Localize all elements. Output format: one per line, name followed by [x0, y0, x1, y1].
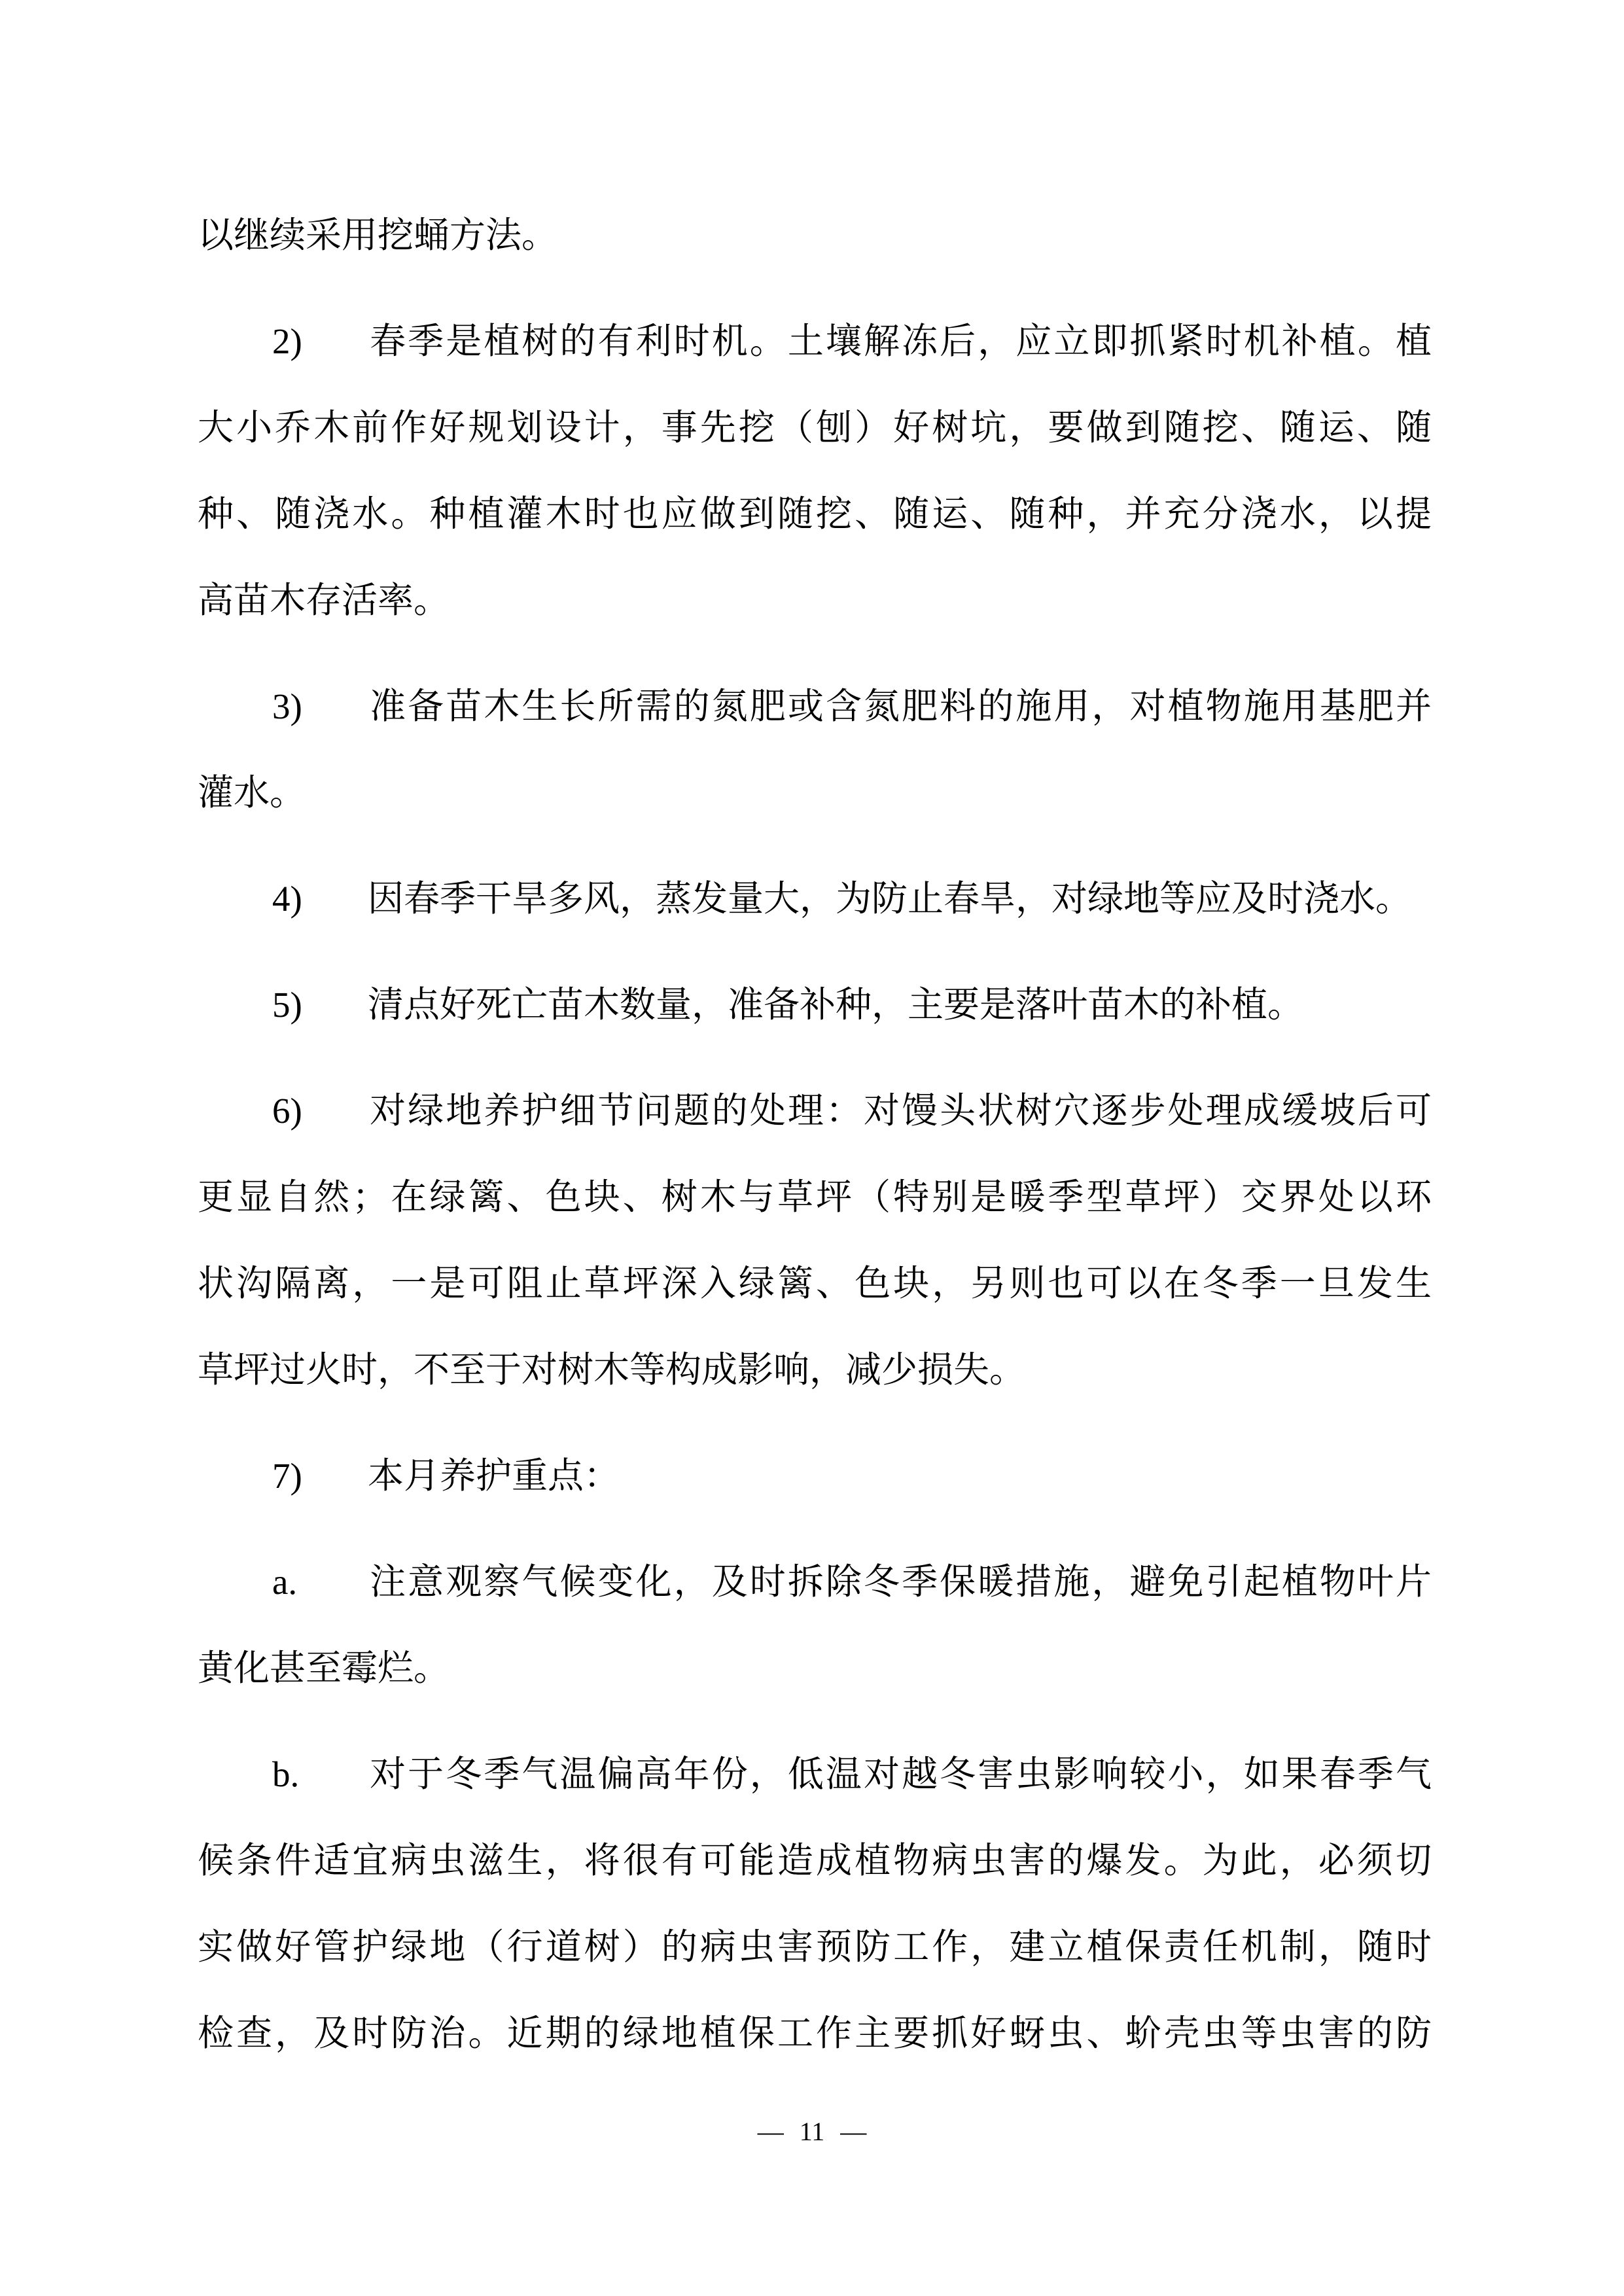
text-line: 检查，及时防治。近期的绿地植保工作主要抓好蚜虫、蚧壳虫等虫害的防 — [198, 2013, 1432, 2053]
paragraph — [198, 1731, 1432, 2077]
line-text: 准备苗木生长所需的氮肥或含氮肥料的施用，对植物施用基肥并 — [368, 686, 1432, 726]
list-item-label: 5) — [272, 985, 302, 1025]
line-text: 春季是植树的有利时机。土壤解冻后，应立即抓紧时机补植。植 — [368, 321, 1432, 361]
paragraph — [198, 1539, 1432, 1712]
paragraph — [198, 192, 1432, 279]
text-line: 候条件适宜病虫滋生，将很有可能造成植物病虫害的爆发。为此，必须切 — [198, 1841, 1432, 1881]
list-item-label: 3) — [272, 686, 302, 726]
paragraph — [198, 962, 1432, 1048]
list-item-label: 4) — [272, 879, 302, 919]
text-line — [198, 1731, 1432, 1818]
text-line — [198, 1433, 1432, 1519]
text-line: 更显自然；在绿篱、色块、树木与草坪（特别是暖季型草坪）交界处以环 — [198, 1177, 1432, 1217]
text-line: 种、随浇水。种植灌木时也应做到随挖、随运、随种，并充分浇水，以提 — [198, 494, 1432, 534]
footer-dash-right: — — [840, 2117, 867, 2146]
line-text: 注意观察气候变化，及时拆除冬季保暖措施，避免引起植物叶片 — [368, 1562, 1432, 1602]
text-line — [198, 1539, 1432, 1625]
list-item-label: a. — [272, 1562, 298, 1602]
text-line: 以继续采用挖蛹方法。 — [198, 215, 558, 255]
text-line — [198, 962, 1432, 1048]
text-line — [198, 298, 1432, 385]
line-text: 对于冬季气温偏高年份，低温对越冬害虫影响较小，如果春季气 — [368, 1754, 1432, 1794]
line-text: 本月养护重点： — [368, 1456, 620, 1496]
paragraph — [198, 1433, 1432, 1519]
text-line: 草坪过火时，不至于对树木等构成影响，减少损失。 — [198, 1350, 1026, 1390]
document-body — [198, 192, 1432, 2077]
text-line: 实做好管护绿地（行道树）的病虫害预防工作，建立植保责任机制，随时 — [198, 1927, 1432, 1967]
footer-dash-left: — — [757, 2117, 784, 2146]
list-item-label: 2) — [272, 321, 302, 361]
line-text: 对绿地养护细节问题的处理：对馒头状树穴逐步处理成缓坡后可 — [368, 1091, 1432, 1131]
text-line — [198, 1068, 1432, 1154]
text-line — [198, 856, 1432, 942]
text-line: 大小乔木前作好规划设计，事先挖（刨）好树坑，要做到随挖、随运、随 — [198, 408, 1432, 448]
text-line: 灌水。 — [198, 773, 306, 813]
line-text: 清点好死亡苗木数量，准备补种，主要是落叶苗木的补植。 — [368, 985, 1304, 1025]
page-footer — [0, 2113, 1624, 2150]
text-line: 高苗木存活率。 — [198, 580, 450, 620]
list-item-label: 6) — [272, 1091, 302, 1131]
list-item-label: b. — [272, 1754, 300, 1794]
text-line: 黄化甚至霉烂。 — [198, 1648, 450, 1688]
text-line: 状沟隔离，一是可阻止草坪深入绿篱、色块，另则也可以在冬季一旦发生 — [198, 1263, 1432, 1303]
paragraph — [198, 663, 1432, 836]
list-item-label: 7) — [272, 1456, 302, 1496]
paragraph — [198, 856, 1432, 942]
text-line — [198, 663, 1432, 750]
line-text: 因春季干旱多风，蒸发量大，为防止春旱，对绿地等应及时浇水。 — [368, 879, 1412, 919]
page-number: 11 — [799, 2117, 825, 2146]
paragraph — [198, 298, 1432, 644]
paragraph — [198, 1068, 1432, 1413]
